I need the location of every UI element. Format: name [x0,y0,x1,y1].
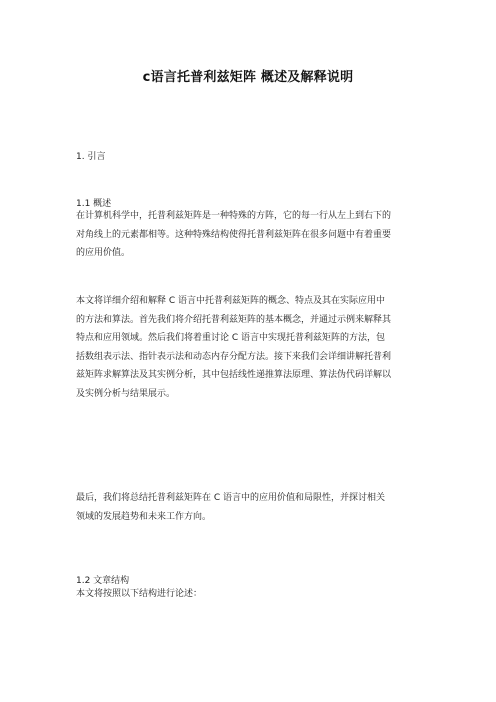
section-heading-introduction: 1. 引言 [76,152,106,162]
paragraph-article-intro [76,292,421,404]
document-title: c语言托普利兹矩阵 概述及解释说明 [142,70,354,85]
paragraph-line: 的应用价值。 [76,248,131,259]
paragraph-line: 对角线上的元素都相等。这种特殊结构使得托普利兹矩阵在很多问题中有着重要 [76,229,392,240]
section-heading-overview: 1.1 概述 [76,199,112,209]
paragraph-line: 的方法和算法。首先我们将介绍托普利兹矩阵的基本概念，并通过示例来解释其 [76,314,392,325]
paragraph-line: 最后，我们将总结托普利兹矩阵在 C 语言中的应用价值和局限性，并探讨相关 [76,493,386,503]
paragraph-line: 本文将详细介绍和解释 C 语言中托普利兹矩阵的概念、特点及其在实际应用中 [76,296,386,306]
paragraph-line: 兹矩阵求解算法及其实例分析，其中包括线性递推算法原理、算法伪代码详解以 [76,370,392,381]
section-heading-structure: 1.2 文章结构 [76,576,130,586]
paragraph-line: 领域的发展趋势和未来工作方向。 [76,511,212,522]
paragraph-overview [76,207,421,263]
paragraph-line: 在计算机科学中，托普利兹矩阵是一种特殊的方阵，它的每一行从左上到右下的 [76,211,392,221]
paragraph-line: 本文将按照以下结构进行论述： [76,589,203,599]
paragraph-line: 及实例分析与结果展示。 [76,388,176,399]
paragraph-conclusion [76,489,421,526]
paragraph-line: 括数组表示法、指针表示法和动态内存分配方法。接下来我们会详细讲解托普利 [76,351,392,362]
paragraph-structure [76,585,421,604]
paragraph-line: 特点和应用领域。然后我们将着重讨论 C 语言中实现托普利兹矩阵的方法，包 [76,333,386,344]
